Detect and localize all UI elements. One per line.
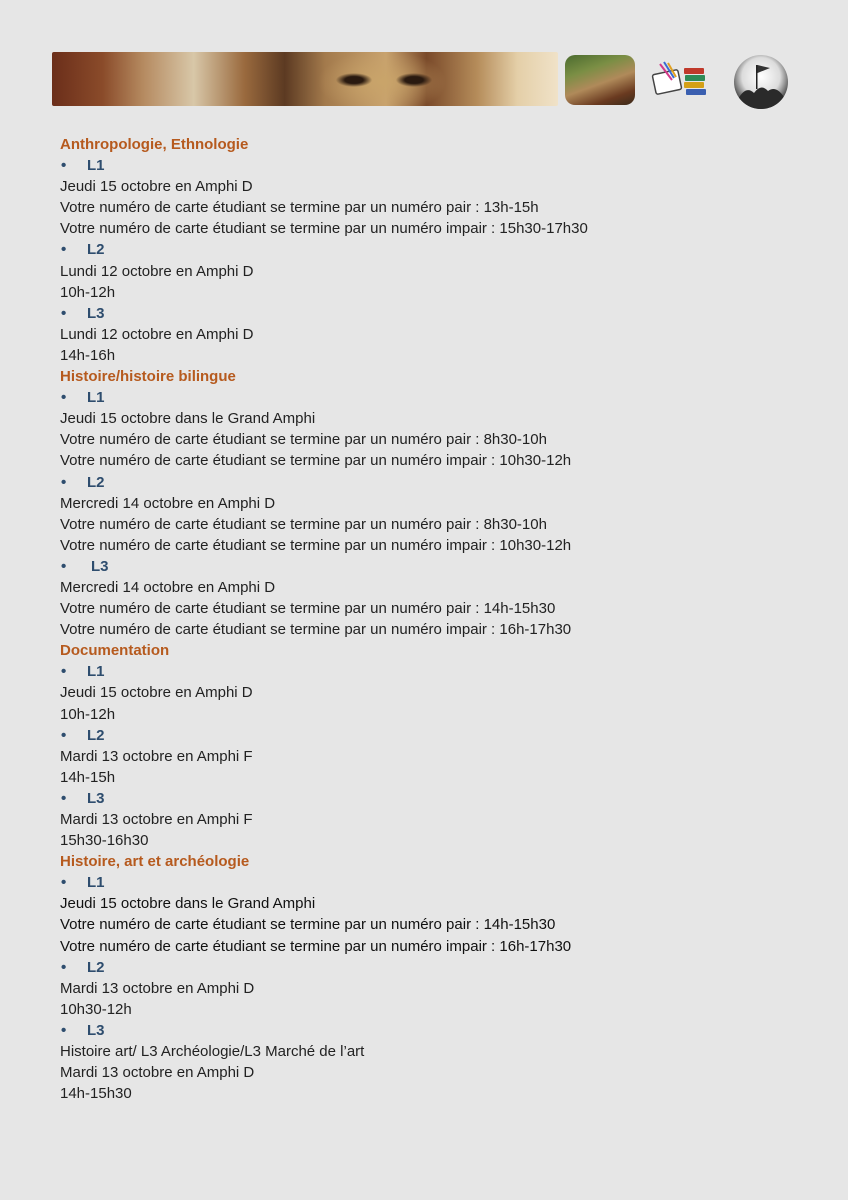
level-item [60,788,820,809]
level-label: L1 [87,389,105,407]
level-label: L1 [87,157,105,175]
level-label: L3 [87,789,105,807]
schedule-line: Votre numéro de carte étudiant se termine par un numéro pair : 8h30-10h [60,515,547,533]
schedule-line: Jeudi 15 octobre dans le Grand Amphi [60,410,316,428]
schedule-line: Votre numéro de carte étudiant se termine par un numéro impair : 15h30-17h30 [60,220,588,238]
schedule-line: Mardi 13 octobre en Amphi D [60,979,255,997]
level-label: L2 [87,241,105,259]
level-label: L3 [91,557,109,575]
schedule-line: 10h30-12h [60,1000,132,1018]
level-label: L1 [87,663,105,681]
section-title: Documentation [60,642,170,660]
schedule-line: Votre numéro de carte étudiant se termine par un numéro pair : 8h30-10h [60,431,547,449]
bullet-icon: • [61,1021,67,1039]
schedule-line: Mercredi 14 octobre en Amphi D [60,494,276,512]
level-label: L2 [87,473,105,491]
level-item [60,556,820,577]
ethnology-photo-logo [565,55,635,105]
round-photo-logo [734,55,788,109]
schedule-line: Mardi 13 octobre en Amphi F [60,811,253,828]
schedule-line: Jeudi 15 octobre dans le Grand Amphi [60,895,316,913]
schedule-line: Votre numéro de carte étudiant se termine par un numéro pair : 14h-15h30 [60,600,556,618]
schedule-line: Jeudi 15 octobre en Amphi D [60,684,253,702]
level-label: L3 [87,1021,105,1039]
schedule-content [60,134,820,1104]
level-label: L1 [87,874,105,892]
schedule-line: Votre numéro de carte étudiant se termine par un numéro impair : 10h30-12h [60,536,572,554]
level-label: L3 [87,304,105,322]
schedule-line: Votre numéro de carte étudiant se termine par un numéro pair : 13h-15h [60,199,539,217]
bullet-icon: • [61,663,67,681]
level-item [60,155,820,176]
level-item [60,661,820,682]
level-item [60,957,820,978]
schedule-line: Mercredi 14 octobre en Amphi D [60,578,276,596]
level-item [60,387,820,408]
schedule-line: 14h-15h30 [60,1085,132,1103]
schedule-line: Votre numéro de carte étudiant se termine par un numéro impair : 10h30-12h [60,452,572,470]
bullet-icon: • [61,789,67,807]
schedule-line: 14h-16h [60,346,116,364]
schedule-line: Votre numéro de carte étudiant se termine par un numéro impair : 16h-17h30 [60,621,572,639]
level-item [60,1020,820,1041]
level-label: L2 [87,726,105,744]
schedule-line: Votre numéro de carte étudiant se termine par un numéro impair : 16h-17h30 [60,937,572,955]
section-title: Histoire, art et archéologie [60,853,250,871]
level-item [60,239,820,260]
level-item [60,725,820,746]
level-label: L2 [87,958,105,976]
bullet-icon: • [61,304,67,322]
bullet-icon: • [61,874,67,892]
header-banner-image [52,52,558,106]
schedule-line: Mardi 13 octobre en Amphi D [60,1064,255,1082]
level-item [60,872,820,893]
section-title: Anthropologie, Ethnologie [60,136,249,153]
section-title: Histoire/histoire bilingue [60,368,236,386]
bullet-icon: • [61,958,67,976]
bullet-icon: • [61,389,67,407]
schedule-line: Mardi 13 octobre en Amphi F [60,747,253,765]
flag-crowd-icon [734,55,788,109]
bullet-icon: • [61,241,67,259]
bullet-icon: • [61,473,67,491]
schedule-line: Lundi 12 octobre en Amphi D [60,325,254,343]
schedule-line: 15h30-16h30 [60,832,149,850]
level-item [60,303,820,324]
schedule-line: 10h-12h [60,705,116,723]
schedule-line: 10h-12h [60,283,116,301]
level-item [60,472,820,493]
bullet-icon: • [61,726,67,744]
schedule-line: Votre numéro de carte étudiant se termine par un numéro pair : 14h-15h30 [60,916,556,934]
schedule-line: Jeudi 15 octobre en Amphi D [60,178,253,196]
bullet-icon: • [61,157,67,175]
bullet-icon: • [61,557,67,575]
schedule-line: Histoire art/ L3 Archéologie/L3 Marché de l’art [60,1043,365,1061]
schedule-line: 14h-15h [60,768,116,786]
books-tablet-logo [650,58,712,100]
schedule-line: Lundi 12 octobre en Amphi D [60,262,254,280]
